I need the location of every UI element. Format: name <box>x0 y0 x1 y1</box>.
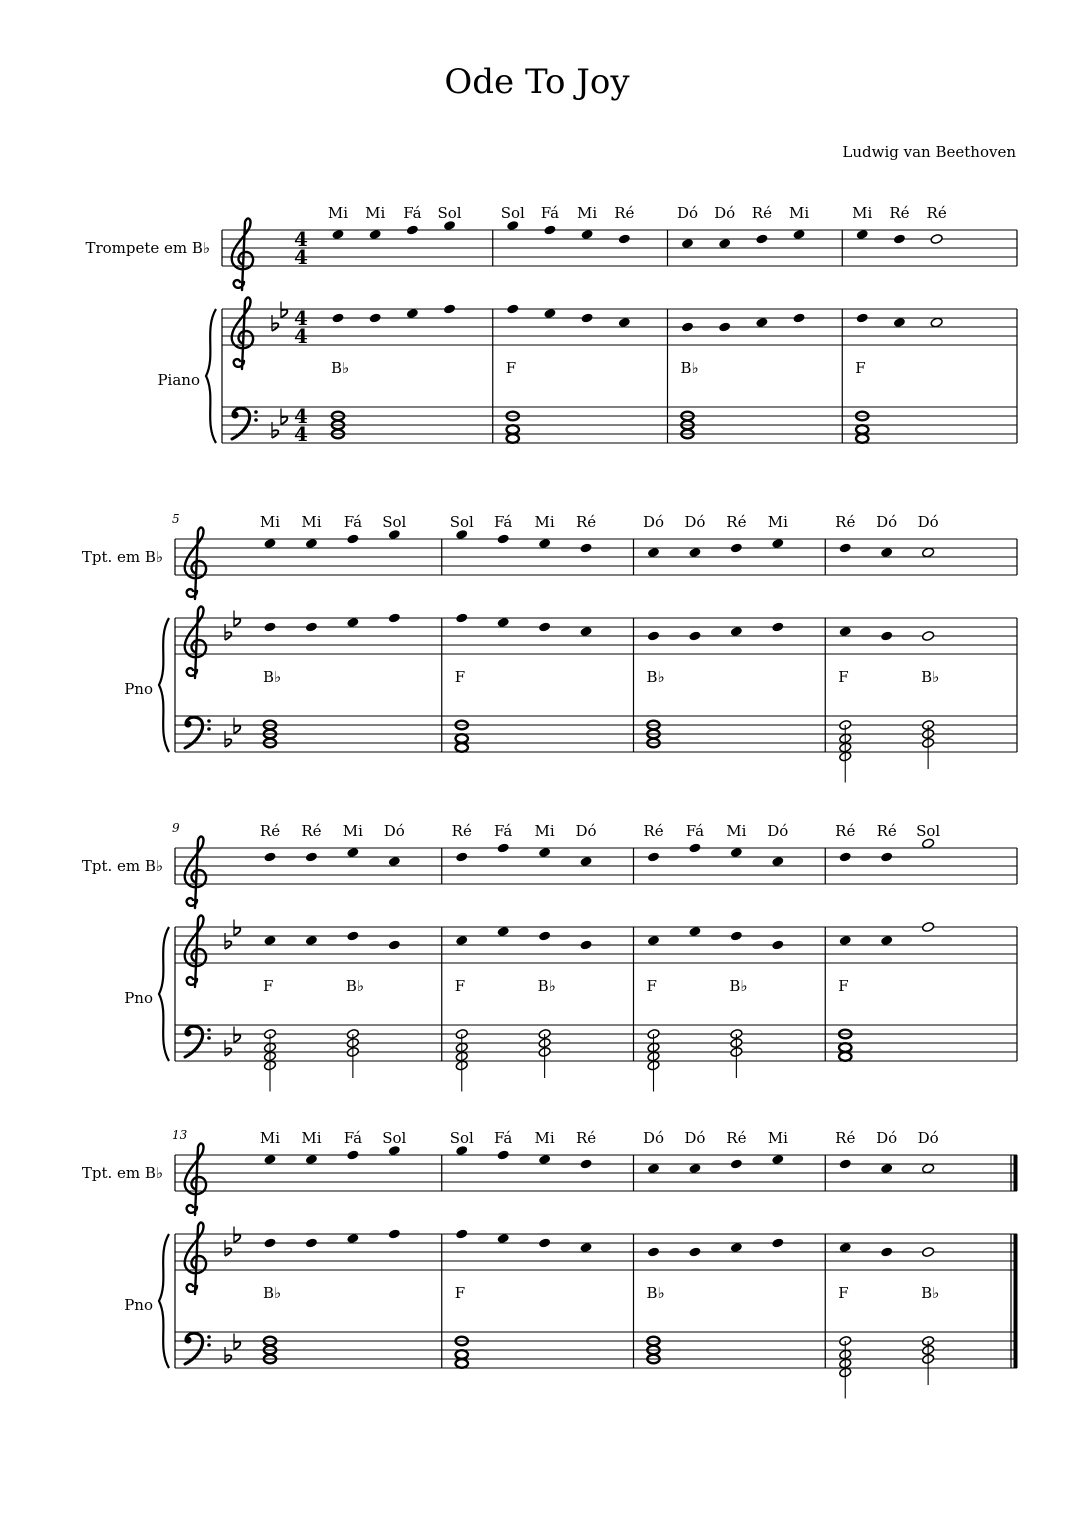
treble-clef-path <box>185 528 206 599</box>
quarter-note <box>839 935 852 946</box>
quarter-note <box>406 224 419 235</box>
quarter-note <box>688 926 701 937</box>
solfege-syllable: Mi <box>301 1129 322 1147</box>
trumpet-label: Tpt. em B♭ <box>81 857 163 875</box>
quarter-note <box>718 238 731 249</box>
chord-symbol: B♭ <box>263 668 282 686</box>
chord-symbol: B♭ <box>646 1284 665 1302</box>
time-signature-bottom: 4 <box>294 422 308 446</box>
quarter-note <box>497 1233 510 1244</box>
quarter-note <box>331 312 344 323</box>
piano-brace <box>159 1234 169 1368</box>
trumpet-label: Tpt. em B♭ <box>81 548 163 566</box>
quarter-note <box>497 533 510 544</box>
quarter-note <box>688 547 701 558</box>
quarter-note <box>263 621 276 632</box>
quarter-note <box>497 617 510 628</box>
flat-icon <box>225 933 231 949</box>
treble-clef-icon <box>185 528 206 599</box>
bass-clef-dot <box>207 1343 211 1347</box>
flat-bowl <box>234 928 240 936</box>
quarter-note <box>406 308 419 319</box>
piano-label: Pno <box>124 1296 153 1314</box>
quarter-note <box>839 1242 852 1253</box>
solfege-syllable: Dó <box>917 1129 939 1147</box>
quarter-note <box>730 626 743 637</box>
solfege-syllable: Dó <box>876 1129 898 1147</box>
quarter-note <box>538 1237 551 1248</box>
half-note <box>930 234 943 245</box>
solfege-syllable: Mi <box>259 513 281 531</box>
solfege-syllable: Fá <box>494 1129 513 1147</box>
solfege-syllable: Fá <box>343 513 363 531</box>
solfege-syllable: Ré <box>614 204 635 222</box>
flat-bowl <box>281 417 287 425</box>
score-systems <box>82 204 1017 1399</box>
quarter-note <box>346 617 359 628</box>
quarter-note <box>688 630 701 641</box>
treble-clef-path <box>185 837 206 908</box>
quarter-note <box>497 842 510 853</box>
half-note <box>922 547 935 558</box>
quarter-note <box>369 312 382 323</box>
quarter-note <box>538 538 551 549</box>
chord-symbol: B♭ <box>646 668 665 686</box>
quarter-note <box>263 1237 276 1248</box>
chord-symbol: F <box>838 977 849 995</box>
quarter-note <box>263 935 276 946</box>
quarter-note <box>346 930 359 941</box>
quarter-note <box>839 851 852 862</box>
solfege-syllable: Fá <box>494 513 513 531</box>
quarter-note <box>497 926 510 937</box>
solfege-syllable: Fá <box>343 1129 363 1147</box>
whole-note <box>856 434 868 443</box>
chord-symbol: F <box>646 977 657 995</box>
whole-note <box>456 734 468 743</box>
quarter-note <box>581 312 594 323</box>
piano-label: Pno <box>124 989 153 1007</box>
quarter-note <box>647 935 660 946</box>
quarter-note <box>305 621 318 632</box>
solfege-syllable: Ré <box>835 822 856 840</box>
solfege-syllable: Ré <box>889 204 910 222</box>
quarter-note <box>880 1163 893 1174</box>
solfege-syllable: Ré <box>301 822 322 840</box>
solfege-syllable: Dó <box>575 822 597 840</box>
solfege-syllable: Dó <box>917 513 939 531</box>
treble-clef-path <box>232 219 253 290</box>
solfege-syllable: Mi <box>534 513 555 531</box>
bass-clef-dot <box>254 418 258 422</box>
flat-bowl <box>234 1035 240 1043</box>
bass-clef-head <box>184 720 191 727</box>
quarter-note <box>497 1149 510 1160</box>
quarter-note <box>579 542 592 553</box>
solfege-syllable: Mi <box>726 822 747 840</box>
quarter-note <box>579 939 592 950</box>
solfege-syllable: Sol <box>437 204 462 222</box>
quarter-note <box>688 1246 701 1257</box>
quarter-note <box>369 229 382 240</box>
solfege-syllable: Ré <box>726 1129 747 1147</box>
quarter-note <box>647 1246 660 1257</box>
chord-symbol: F <box>454 977 466 995</box>
treble-clef-icon <box>185 837 206 908</box>
bass-clef-dot <box>207 1036 211 1040</box>
flat-icon <box>234 920 240 936</box>
chord-symbol: B♭ <box>537 977 556 995</box>
quarter-note <box>755 317 768 328</box>
flat-icon <box>234 1227 240 1243</box>
solfege-syllable: Ré <box>575 1129 597 1147</box>
quarter-note <box>388 856 401 867</box>
quarter-note <box>681 238 694 249</box>
quarter-note <box>346 847 359 858</box>
quarter-note <box>443 303 456 314</box>
quarter-note <box>688 1163 701 1174</box>
half-note <box>922 631 935 642</box>
quarter-note <box>880 935 893 946</box>
whole-note <box>856 425 868 434</box>
quarter-note <box>506 303 519 314</box>
quarter-note <box>771 1237 784 1248</box>
quarter-note <box>647 630 660 641</box>
flat-icon <box>225 1240 231 1256</box>
quarter-note <box>455 851 468 862</box>
flat-icon <box>225 1040 231 1056</box>
quarter-note <box>771 939 784 950</box>
flat-icon <box>225 624 231 640</box>
composer-name: Ludwig van Beethoven <box>842 143 1016 161</box>
solfege-syllable: Mi <box>365 204 386 222</box>
treble-clef-path <box>185 607 206 678</box>
solfege-syllable: Dó <box>383 822 405 840</box>
chord-symbol: B♭ <box>263 1284 282 1302</box>
system <box>82 512 1017 783</box>
measure-number: 5 <box>172 512 180 526</box>
quarter-note <box>771 538 784 549</box>
flat-icon <box>225 731 231 747</box>
chord-symbol: F <box>838 1284 849 1302</box>
solfege-syllable: Sol <box>382 1129 407 1147</box>
quarter-note <box>792 312 805 323</box>
solfege-syllable: Dó <box>876 513 898 531</box>
solfege-syllable: Ré <box>876 822 897 840</box>
quarter-note <box>771 856 784 867</box>
chord-symbol: F <box>855 359 866 377</box>
solfege-syllable: Dó <box>684 513 706 531</box>
quarter-note <box>730 1158 743 1169</box>
quarter-note <box>455 1228 468 1239</box>
solfege-syllable: Mi <box>534 822 555 840</box>
treble-clef-path <box>185 1144 206 1215</box>
solfege-syllable: Ré <box>751 204 772 222</box>
solfege-syllable: Mi <box>767 513 788 531</box>
solfege-syllable: Dó <box>642 513 665 531</box>
treble-clef-icon <box>185 916 206 987</box>
quarter-note <box>730 847 743 858</box>
time-signature-top: 4 <box>294 227 308 251</box>
quarter-note <box>263 1154 276 1165</box>
solfege-syllable: Dó <box>684 1129 706 1147</box>
solfege-syllable: Sol <box>500 204 525 222</box>
flat-icon <box>272 315 278 331</box>
whole-note <box>839 1043 851 1052</box>
solfege-syllable: Mi <box>342 822 363 840</box>
chord-symbol: F <box>454 668 466 686</box>
quarter-note <box>388 612 401 623</box>
quarter-note <box>647 547 660 558</box>
quarter-note <box>305 935 318 946</box>
flat-bowl <box>281 310 287 318</box>
quarter-note <box>771 621 784 632</box>
treble-clef-path <box>185 916 206 987</box>
system <box>85 204 1017 446</box>
quarter-note <box>880 630 893 641</box>
treble-clef-icon <box>185 1223 206 1294</box>
quarter-note <box>331 229 344 240</box>
quarter-note <box>579 1158 592 1169</box>
quarter-note <box>538 621 551 632</box>
flat-bowl <box>234 1235 240 1243</box>
quarter-note <box>579 626 592 637</box>
quarter-note <box>455 612 468 623</box>
quarter-note <box>839 1158 852 1169</box>
solfege-syllable: Fá <box>403 204 422 222</box>
solfege-syllable: Ré <box>451 822 472 840</box>
chord-symbol: F <box>263 977 274 995</box>
treble-clef-path <box>232 298 253 369</box>
quarter-note <box>543 224 556 235</box>
solfege-syllable: Mi <box>788 204 810 222</box>
time-signature-bottom: 4 <box>294 245 308 269</box>
solfege-syllable: Mi <box>767 1129 788 1147</box>
whole-note <box>507 434 519 443</box>
piano-label: Piano <box>157 371 200 389</box>
bass-clef-dot <box>207 1028 211 1032</box>
treble-clef-icon <box>185 1144 206 1215</box>
quarter-note <box>581 229 594 240</box>
half-note <box>922 1247 935 1258</box>
quarter-note <box>856 312 869 323</box>
treble-clef-icon <box>185 607 206 678</box>
solfege-syllable: Mi <box>852 204 873 222</box>
whole-note <box>507 425 519 434</box>
quarter-note <box>718 321 731 332</box>
quarter-note <box>771 1154 784 1165</box>
measure-number: 9 <box>172 821 180 835</box>
time-signature-top: 4 <box>294 306 308 330</box>
solfege-syllable: Fá <box>685 822 705 840</box>
flat-bowl <box>234 726 240 734</box>
flat-icon <box>234 1027 240 1043</box>
quarter-note <box>730 542 743 553</box>
flat-icon <box>225 1347 231 1363</box>
system <box>82 1128 1017 1399</box>
quarter-note <box>839 626 852 637</box>
quarter-note <box>792 229 805 240</box>
quarter-note <box>305 1154 318 1165</box>
quarter-note <box>579 856 592 867</box>
score-title: Ode To Joy <box>444 62 630 102</box>
trumpet-label: Trompete em B♭ <box>85 239 210 257</box>
bass-clef-dot <box>207 1335 211 1339</box>
quarter-note <box>647 1163 660 1174</box>
solfege-syllable: Mi <box>301 513 322 531</box>
quarter-note <box>618 233 631 244</box>
quarter-note <box>730 1242 743 1253</box>
quarter-note <box>893 317 906 328</box>
quarter-note <box>388 1228 401 1239</box>
solfege-syllable: Mi <box>534 1129 555 1147</box>
chord-symbol: B♭ <box>729 977 748 995</box>
quarter-note <box>618 317 631 328</box>
quarter-note <box>880 851 893 862</box>
flat-icon <box>272 422 278 438</box>
quarter-note <box>543 308 556 319</box>
treble-clef-icon <box>232 298 253 369</box>
chord-symbol: B♭ <box>921 1284 940 1302</box>
solfege-syllable: Mi <box>327 204 349 222</box>
chord-symbol: F <box>505 359 517 377</box>
quarter-note <box>647 851 660 862</box>
solfege-syllable: Dó <box>642 1129 665 1147</box>
flat-bowl <box>234 619 240 627</box>
quarter-note <box>856 229 869 240</box>
treble-clef-icon <box>232 219 253 290</box>
flat-icon <box>281 409 287 425</box>
half-note <box>930 317 943 328</box>
trumpet-label: Tpt. em B♭ <box>81 1164 163 1182</box>
piano-brace <box>206 309 216 443</box>
system <box>82 821 1017 1092</box>
solfege-syllable: Mi <box>577 204 598 222</box>
quarter-note <box>305 851 318 862</box>
quarter-note <box>893 233 906 244</box>
solfege-syllable: Dó <box>767 822 789 840</box>
quarter-note <box>688 842 701 853</box>
quarter-note <box>755 233 768 244</box>
quarter-note <box>346 1233 359 1244</box>
bass-clef-head <box>184 1336 191 1343</box>
chord-symbol: F <box>838 668 849 686</box>
chord-symbol: B♭ <box>921 668 940 686</box>
solfege-syllable: Ré <box>726 513 747 531</box>
solfege-syllable: Ré <box>643 822 664 840</box>
quarter-note <box>880 1246 893 1257</box>
solfege-syllable: Sol <box>916 822 941 840</box>
whole-note <box>456 743 468 752</box>
bass-clef-head <box>184 1029 191 1036</box>
bass-clef-head <box>231 411 238 418</box>
half-note <box>922 1163 935 1174</box>
quarter-note <box>538 930 551 941</box>
quarter-note <box>538 1154 551 1165</box>
quarter-note <box>263 538 276 549</box>
chord-symbol: B♭ <box>680 359 699 377</box>
solfege-syllable: Ré <box>926 204 947 222</box>
whole-note <box>839 1052 851 1061</box>
solfege-syllable: Ré <box>835 513 856 531</box>
solfege-syllable: Sol <box>382 513 407 531</box>
bass-clef-dot <box>207 719 211 723</box>
solfege-syllable: Dó <box>676 204 699 222</box>
whole-note <box>456 1359 468 1368</box>
chord-symbol: F <box>454 1284 466 1302</box>
chord-symbol: B♭ <box>345 977 364 995</box>
solfege-syllable: Ré <box>835 1129 856 1147</box>
flat-icon <box>234 1334 240 1350</box>
time-signature-bottom: 4 <box>294 324 308 348</box>
solfege-syllable: Sol <box>449 513 474 531</box>
bass-clef-dot <box>254 410 258 414</box>
time-signature-top: 4 <box>294 404 308 428</box>
treble-clef-path <box>185 1223 206 1294</box>
quarter-note <box>305 1237 318 1248</box>
flat-bowl <box>234 1342 240 1350</box>
quarter-note <box>263 851 276 862</box>
quarter-note <box>681 321 694 332</box>
flat-icon <box>234 718 240 734</box>
quarter-note <box>730 930 743 941</box>
solfege-syllable: Dó <box>714 204 736 222</box>
quarter-note <box>388 939 401 950</box>
quarter-note <box>346 533 359 544</box>
flat-icon <box>281 302 287 318</box>
solfege-syllable: Sol <box>449 1129 474 1147</box>
whole-note <box>456 1350 468 1359</box>
piano-brace <box>159 927 169 1061</box>
solfege-syllable: Fá <box>494 822 513 840</box>
flat-icon <box>234 611 240 627</box>
quarter-note <box>455 935 468 946</box>
quarter-note <box>839 542 852 553</box>
piano-brace <box>159 618 169 752</box>
measure-number: 13 <box>172 1128 188 1142</box>
quarter-note <box>346 1149 359 1160</box>
quarter-note <box>305 538 318 549</box>
solfege-syllable: Fá <box>540 204 560 222</box>
chord-symbol: B♭ <box>331 359 350 377</box>
solfege-syllable: Ré <box>259 822 281 840</box>
bass-clef-dot <box>207 727 211 731</box>
solfege-syllable: Mi <box>259 1129 281 1147</box>
quarter-note <box>579 1242 592 1253</box>
half-note <box>922 922 935 933</box>
quarter-note <box>880 547 893 558</box>
solfege-syllable: Ré <box>575 513 597 531</box>
quarter-note <box>538 847 551 858</box>
piano-label: Pno <box>124 680 153 698</box>
